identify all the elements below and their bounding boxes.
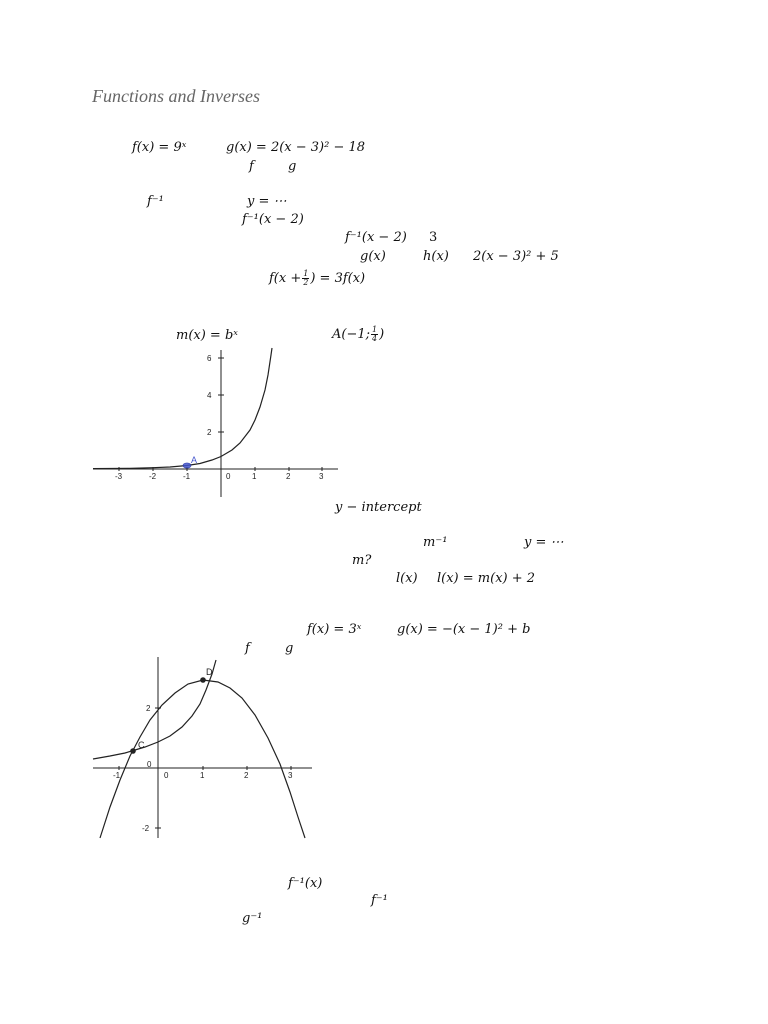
q2-y-intercept: y − intercept [335,500,422,515]
q2-lx: l(x) [396,571,418,586]
q1-three: 3 [429,230,438,245]
graph2-exp-curve [93,660,216,759]
q1-functional-equation [269,270,365,287]
q2-point-fraction [371,326,378,343]
graph2-x-tick: 0 [147,760,152,769]
q2-point-left: A(−1; [332,327,371,342]
graph2-x-tick: 3 [288,771,293,780]
q1-fraction-den: 2 [303,278,309,287]
q1-g-definition: g(x) = 2(x − 3)² − 18 [226,140,366,155]
graph2-parabola [100,680,305,838]
graph2-label-c: C [138,740,145,750]
q1-gx: g(x) [360,249,386,264]
q2-point-num: 1 [372,325,378,334]
graph2-x-tick: 1 [200,771,205,780]
q3-g-definition: g(x) = −(x − 1)² + b [397,622,531,637]
graph1-point-a-label: A [191,455,198,465]
q2-m-definition: m(x) = bˣ [176,328,238,343]
q1-f-inverse-shift-2: f⁻¹(x − 2) [345,230,407,245]
q2-y-equals: y = ⋯ [524,535,564,550]
q1-fraction [302,270,309,287]
graph1-x-tick: -1 [183,472,191,481]
graph1-x-tick: -2 [149,472,157,481]
graph2-x-tick: -1 [113,771,121,780]
q3-f-inverse: f⁻¹ [371,893,388,908]
graph1-x-tick: 1 [252,472,257,481]
q3-f-definition: f(x) = 3ˣ [307,622,362,637]
q1-h-expression: 2(x − 3)² + 5 [473,249,559,264]
q2-point-right: ) [379,327,385,342]
graph1-y-tick: 2 [207,428,212,437]
graph1-curve [93,348,272,469]
q1-f-name: f [249,159,254,174]
page-title: Functions and Inverses [92,86,260,106]
q2-m-question: m? [352,553,372,568]
graph2-point-d [200,677,206,683]
q3-g-inverse: g⁻¹ [242,911,263,926]
q3-f-inverse-x: f⁻¹(x) [288,876,323,891]
graph2-y-tick: 2 [146,704,151,713]
graph-exp-and-parabola [90,652,320,842]
q1-fe-right: ) = 3f(x) [310,271,366,286]
q1-fe-left: f(x + [269,271,302,286]
graph1-x-tick: 3 [319,472,324,481]
graph1-y-tick: 4 [207,391,212,400]
graph2-label-d: D [206,667,213,677]
q1-f-inverse: f⁻¹ [147,194,164,209]
q2-point-den: 4 [372,334,378,343]
q2-m-inverse: m⁻¹ [423,535,448,550]
q1-f-inverse-shift: f⁻¹(x − 2) [242,212,304,227]
q2-l-definition: l(x) = m(x) + 2 [437,571,536,586]
graph1-x-tick: 0 [226,472,231,481]
graph2-x-tick: 0 [164,771,169,780]
q3-f-name: f [245,641,250,656]
q1-hx: h(x) [423,249,449,264]
graph2-point-c [130,748,136,754]
q1-fraction-num: 1 [303,269,309,278]
q3-g-name: g [285,641,294,656]
graph1-point-a [183,463,191,468]
graph1-x-tick: 2 [286,472,291,481]
q1-y-equals: y = ⋯ [247,194,287,209]
q1-g-name: g [288,159,297,174]
graph-exponential [90,345,350,505]
graph2-x-tick: 2 [244,771,249,780]
q2-point-a [332,326,384,343]
graph1-x-tick: -3 [115,472,123,481]
graph1-y-tick: 6 [207,354,212,363]
graph2-y-tick: -2 [142,824,150,833]
q1-f-definition: f(x) = 9ˣ [132,140,187,155]
